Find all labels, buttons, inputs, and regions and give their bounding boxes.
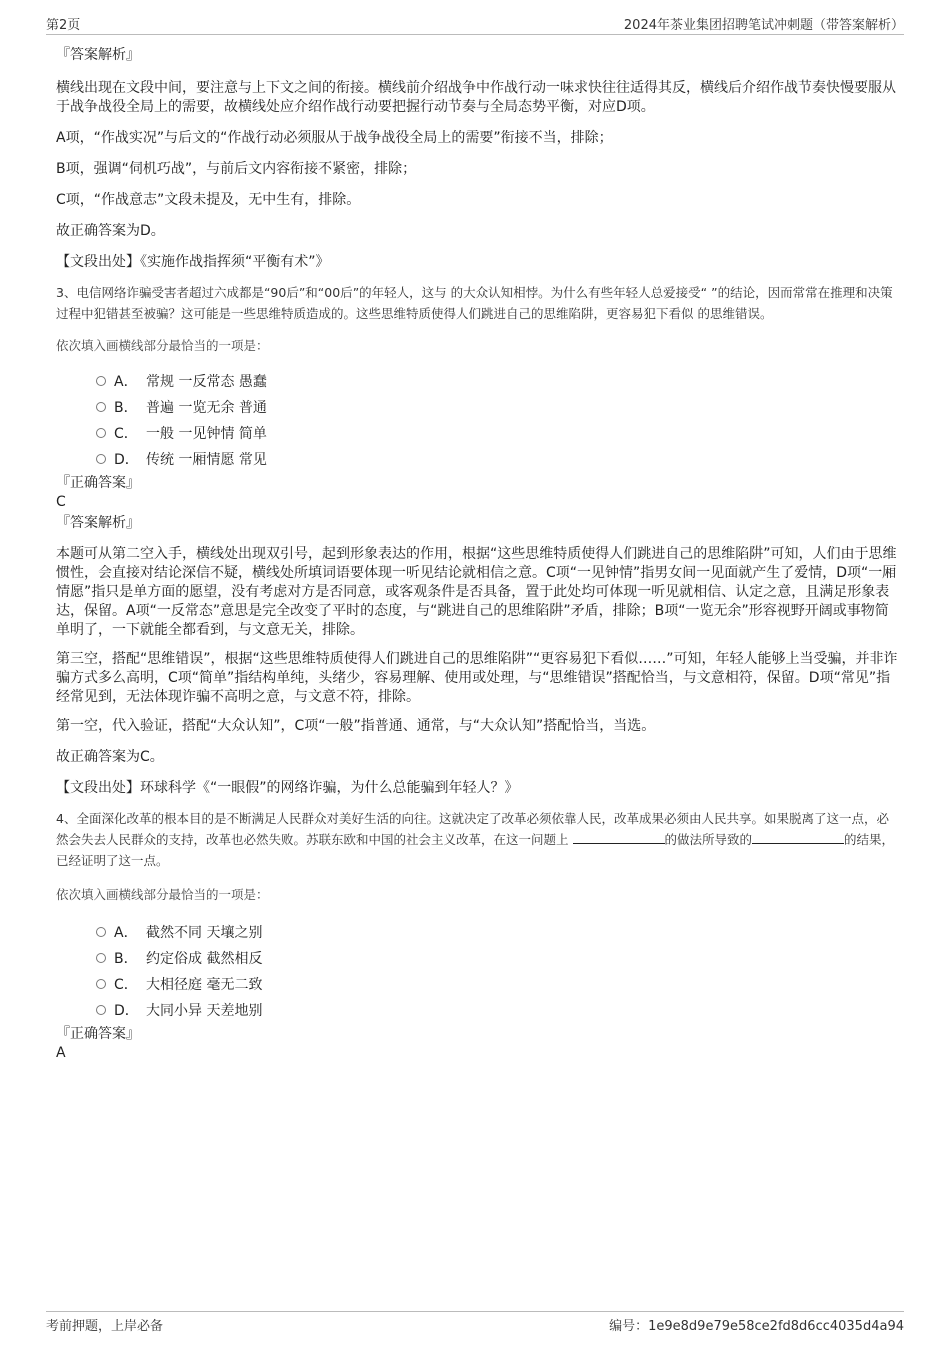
radio-icon[interactable]	[96, 454, 106, 464]
radio-icon[interactable]	[96, 402, 106, 412]
analysis-paragraph: 第三空，搭配“思维错误”，根据“这些思维特质使得人们跳进自己的思维陷阱”“更容易犯下看似……”可知，年轻人能够上当受骗，并非诈骗方式多么高明，C项“简单”指结构单纯，头绪少，容易理解、使用或处理，与“思维错误”搭配恰当，与文意相符，保留。D项“常见”指经常见到，无法体现诈骗不高明之意，与文意不符，排除。	[56, 651, 898, 705]
analysis-paragraph: C项，“作战意志”文段未提及，无中生有，排除。	[56, 192, 361, 208]
question-3-prompt: 依次填入画横线部分最恰当的一项是：	[56, 338, 269, 353]
radio-icon[interactable]	[96, 1005, 106, 1015]
option-d[interactable]: D． 大同小异 天差地别	[56, 997, 900, 1023]
question-4-prompt: 依次填入画横线部分最恰当的一项是：	[56, 887, 269, 902]
blank-line	[752, 831, 844, 844]
page-header	[46, 12, 904, 35]
question-4-stem: 4、全面深化改革的根本目的是不断满足人民群众对美好生活的向往。这就决定了改革必须依靠人民，改革成果必须由人民共享。如果脱离了这一点，必然会失去人民群众的支持，改革也必然失败。苏联东欧和中国的社会主义改革，在这一问题上 的做法所导致的 的结果，已经证明了这一点。	[56, 811, 895, 868]
analysis-label: 『答案解析』	[56, 47, 140, 63]
radio-icon[interactable]	[96, 376, 106, 386]
answer-conclusion: 故正确答案为D。	[56, 223, 165, 239]
question-3-stem: 3、电信网络诈骗受害者超过六成都是“90后”和“00后”的年轻人，这与 的大众认知相悖。为什么有些年轻人总爱接受“ ”的结论，因而常常在推理和决策过程中犯错甚至被骗？这可能是一些思维特质造成的。这些思维特质使得人们跳进自己的思维陷阱，更容易犯下看似 的思维错误。	[56, 285, 893, 321]
analysis-paragraph: 本题可从第二空入手，横线处出现双引号，起到形象表达的作用，根据“这些思维特质使得人们跳进自己的思维陷阱”可知，人们由于思维惯性，会直接对结论深信不疑，横线处所填词语要体现一听见结论就相信之意。C项“一见钟情”指男女间一见面就产生了爱情，D项“一厢情愿”指只是单方面的愿望，没有考虑对方是否同意，或客观条件是否具备，置于此处均可体现一听见就相信、认定之意，且满足形象表达，保留。A项“一反常态”意思是完全改变了平时的态度，与“跳进自己的思维陷阱”矛盾，排除；B项“一览无余”形容视野开阔或事物简单明了，一下就能全都看到，与文意无关，排除。	[56, 546, 897, 638]
analysis-paragraph: A项，“作战实况”与后文的“作战行动必须服从于战争战役全局上的需要”衔接不当，排除；	[56, 130, 613, 146]
source-citation: 【文段出处】环球科学《“一眼假”的网络诈骗，为什么总能骗到年轻人？》	[56, 780, 519, 796]
analysis-paragraph: 横线出现在文段中间，要注意与上下文之间的衔接。横线前介绍战争中作战行动一味求快往往适得其反，横线后介绍作战节奏快慢要服从于战争战役全局上的需要，故横线处应介绍作战行动要把握行动节奏与全局态势平衡，对应D项。	[56, 80, 896, 115]
page-number: 第2页	[46, 18, 81, 33]
analysis-paragraph: B项，强调“伺机巧战”，与前后文内容衔接不紧密，排除；	[56, 161, 417, 177]
radio-icon[interactable]	[96, 953, 106, 963]
option-a[interactable]: A． 截然不同 天壤之别	[56, 919, 900, 945]
correct-answer-label: 『正确答案』	[56, 475, 140, 491]
analysis-label: 『答案解析』	[56, 515, 140, 531]
source-citation: 【文段出处】《实施作战指挥须“平衡有术”》	[56, 254, 330, 270]
page-footer	[46, 1311, 904, 1334]
radio-icon[interactable]	[96, 927, 106, 937]
correct-answer: C	[56, 494, 66, 510]
option-d[interactable]: D． 传统 一厢情愿 常见	[56, 446, 900, 472]
radio-icon[interactable]	[96, 428, 106, 438]
option-c[interactable]: C． 大相径庭 毫无二致	[56, 971, 900, 997]
radio-icon[interactable]	[96, 979, 106, 989]
blank-line	[573, 831, 665, 844]
question-4-options	[56, 919, 900, 1023]
option-c[interactable]: C． 一般 一见钟情 简单	[56, 420, 900, 446]
document-title: 2024年茶业集团招聘笔试冲刺题（带答案解析）	[623, 18, 904, 33]
option-b[interactable]: B． 普遍 一览无余 普通	[56, 394, 900, 420]
footer-slogan: 考前押题，上岸必备	[46, 1319, 164, 1334]
answer-conclusion: 故正确答案为C。	[56, 749, 164, 765]
question-3-options	[56, 368, 900, 472]
page-content	[56, 46, 900, 1063]
option-b[interactable]: B． 约定俗成 截然相反	[56, 945, 900, 971]
option-a[interactable]: A． 常规 一反常态 愚蠢	[56, 368, 900, 394]
correct-answer-label: 『正确答案』	[56, 1026, 140, 1042]
serial-number: 编号：1e9e8d9e79e58ce2fd8d6cc4035d4a94	[609, 1319, 904, 1334]
analysis-paragraph: 第一空，代入验证，搭配“大众认知”，C项“一般”指普通、通常，与“大众认知”搭配恰当，当选。	[56, 718, 656, 734]
correct-answer: A	[56, 1045, 66, 1061]
